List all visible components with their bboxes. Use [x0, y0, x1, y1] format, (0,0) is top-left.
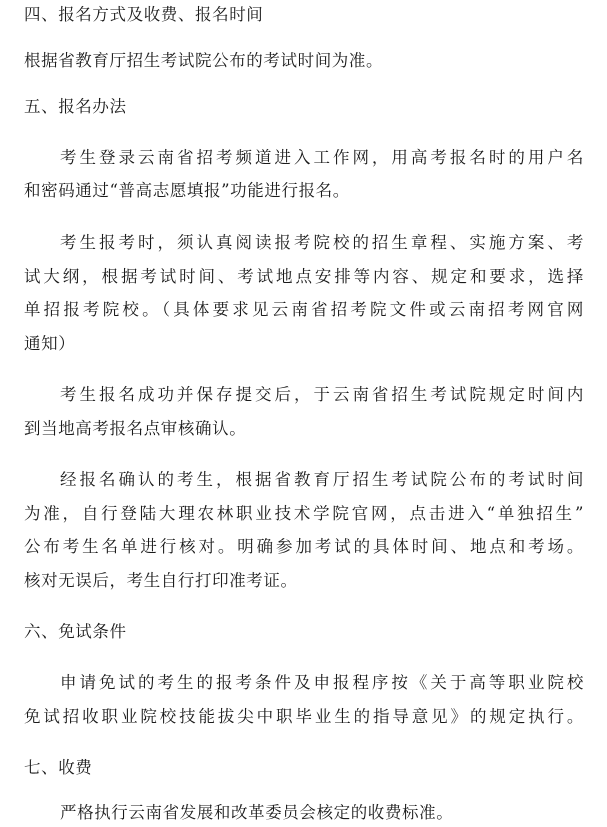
paragraph-line: 严格执行云南省发展和改革委员会核定的收费标准。	[60, 803, 454, 822]
paragraph-line: 为准，自行登陆大理农林职业技术学院官网，点击进入“单独招生”	[24, 504, 584, 523]
paragraph-line: 申请免试的考生的报考条件及申报程序按《关于高等职业院校	[60, 673, 584, 692]
paragraph-line: 考生报名成功并保存提交后，于云南省招生考试院规定时间内	[60, 385, 584, 404]
paragraph-line: 考生报考时，须认真阅读报考院校的招生章程、实施方案、考	[60, 233, 584, 252]
section-heading-7: 七、收费	[24, 758, 93, 777]
paragraph-line: 通知）	[24, 334, 76, 353]
section-heading-4: 四、报名方式及收费、报名时间	[24, 5, 264, 24]
paragraph-line: 考生登录云南省招考频道进入工作网，用高考报名时的用户名	[60, 148, 584, 167]
section-heading-5: 五、报名办法	[24, 97, 127, 116]
paragraph-line: 到当地高考报名点审核确认。	[24, 419, 247, 438]
paragraph-line: 经报名确认的考生，根据省教育厅招生考试院公布的考试时间	[60, 470, 584, 489]
section-heading-6: 六、免试条件	[24, 622, 127, 641]
paragraph-line: 试大纲，根据考试时间、考试地点安排等内容、规定和要求，选择	[24, 267, 584, 286]
paragraph-line: 单招报考院校。（具体要求见云南省招考院文件或云南招考网官网	[24, 300, 584, 319]
paragraph-line: 公布考生名单进行核对。明确参加考试的具体时间、地点和考场。	[24, 537, 584, 556]
section-4-body: 根据省教育厅招生考试院公布的考试时间为准。	[24, 51, 384, 70]
paragraph-line: 免试招收职业院校技能拔尖中职毕业生的指导意见》的规定执行。	[24, 707, 584, 726]
paragraph-line: 和密码通过“普高志愿填报”功能进行报名。	[24, 181, 350, 200]
paragraph-line: 核对无误后，考生自行打印准考证。	[24, 571, 298, 590]
